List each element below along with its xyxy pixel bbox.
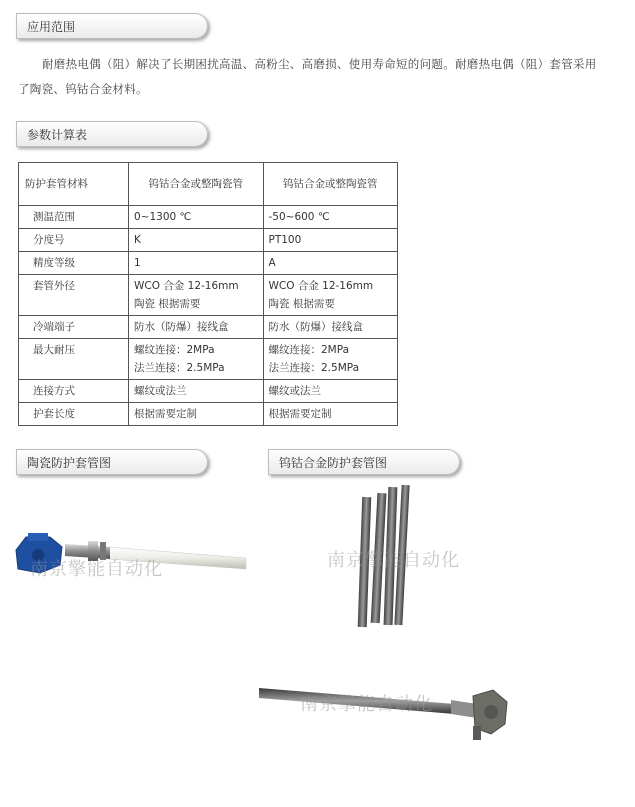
section-ceramic: 陶瓷防护套管图 [16, 449, 208, 475]
value-line: 陶瓷 根据需要 [134, 298, 201, 310]
value-line: K [134, 234, 141, 246]
value-line: 螺纹连接：2MPa [134, 344, 215, 356]
table-row [19, 316, 398, 339]
section-params: 参数计算表 [16, 121, 208, 147]
value-line: 螺纹或法兰 [134, 385, 187, 397]
header-cell: 钨钴合金或整陶瓷管 [129, 163, 264, 206]
value-line: A [268, 257, 276, 269]
row-value-b [263, 229, 398, 252]
value-line: WCO 合金 12-16mm [268, 280, 374, 292]
table-row [19, 380, 398, 403]
row-value-a [129, 206, 264, 229]
header-cell: 防护套管材料 [19, 163, 129, 206]
value-line: 根据需要定制 [134, 408, 197, 420]
row-value-b [263, 403, 398, 426]
watermark: 南京擎能自动化 [327, 550, 460, 571]
row-value-b [263, 339, 398, 380]
row-value-a [129, 403, 264, 426]
row-label: 精度等级 [19, 252, 129, 275]
value-line: 法兰连接：2.5MPa [134, 362, 225, 374]
intro-paragraph: 耐磨热电偶（阻）解决了长期困扰高温、高粉尘、高磨损、使用寿命短的问题。耐磨热电偶（阻）套管采用了陶瓷、钨钴合金材料。 [18, 57, 597, 96]
row-label: 最大耐压 [19, 339, 129, 380]
table-row [19, 339, 398, 380]
table-row [19, 229, 398, 252]
value-line: WCO 合金 12-16mm [134, 280, 239, 292]
row-value-a [129, 339, 264, 380]
table-row [19, 275, 398, 316]
value-line: -50~600 ℃ [268, 211, 330, 223]
table-row [19, 403, 398, 426]
row-label: 测温范围 [19, 206, 129, 229]
row-label: 护套长度 [19, 403, 129, 426]
value-line: 防水（防爆）接线盒 [268, 321, 363, 333]
section-tungsten: 钨钴合金防护套管图 [268, 449, 460, 475]
row-value-b [263, 252, 398, 275]
row-label: 连接方式 [19, 380, 129, 403]
section-application: 应用范围 [16, 13, 208, 39]
row-value-b [263, 380, 398, 403]
watermark: 南京擎能自动化 [30, 559, 163, 580]
row-value-a [129, 380, 264, 403]
row-value-a [129, 275, 264, 316]
row-label: 套管外径 [19, 275, 129, 316]
value-line: PT100 [268, 234, 302, 246]
header-cell: 钨钴合金或整陶瓷管 [263, 163, 398, 206]
value-line: 0~1300 ℃ [134, 211, 192, 223]
value-line: 防水（防爆）接线盒 [134, 321, 229, 333]
params-table [18, 162, 398, 426]
row-value-a [129, 252, 264, 275]
table-header-row [19, 163, 398, 206]
row-label: 冷端端子 [19, 316, 129, 339]
value-line: 陶瓷 根据需要 [268, 298, 335, 310]
row-value-a [129, 229, 264, 252]
row-value-b [263, 316, 398, 339]
row-value-a [129, 316, 264, 339]
value-line: 根据需要定制 [268, 408, 332, 420]
value-line: 1 [134, 257, 141, 269]
watermark: 南京擎能自动化 [300, 694, 433, 715]
table-row [19, 252, 398, 275]
table-row [19, 206, 398, 229]
row-value-b [263, 275, 398, 316]
value-line: 法兰连接：2.5MPa [268, 362, 360, 374]
value-line: 螺纹或法兰 [268, 385, 321, 397]
row-label: 分度号 [19, 229, 129, 252]
row-value-b [263, 206, 398, 229]
value-line: 螺纹连接：2MPa [268, 344, 350, 356]
